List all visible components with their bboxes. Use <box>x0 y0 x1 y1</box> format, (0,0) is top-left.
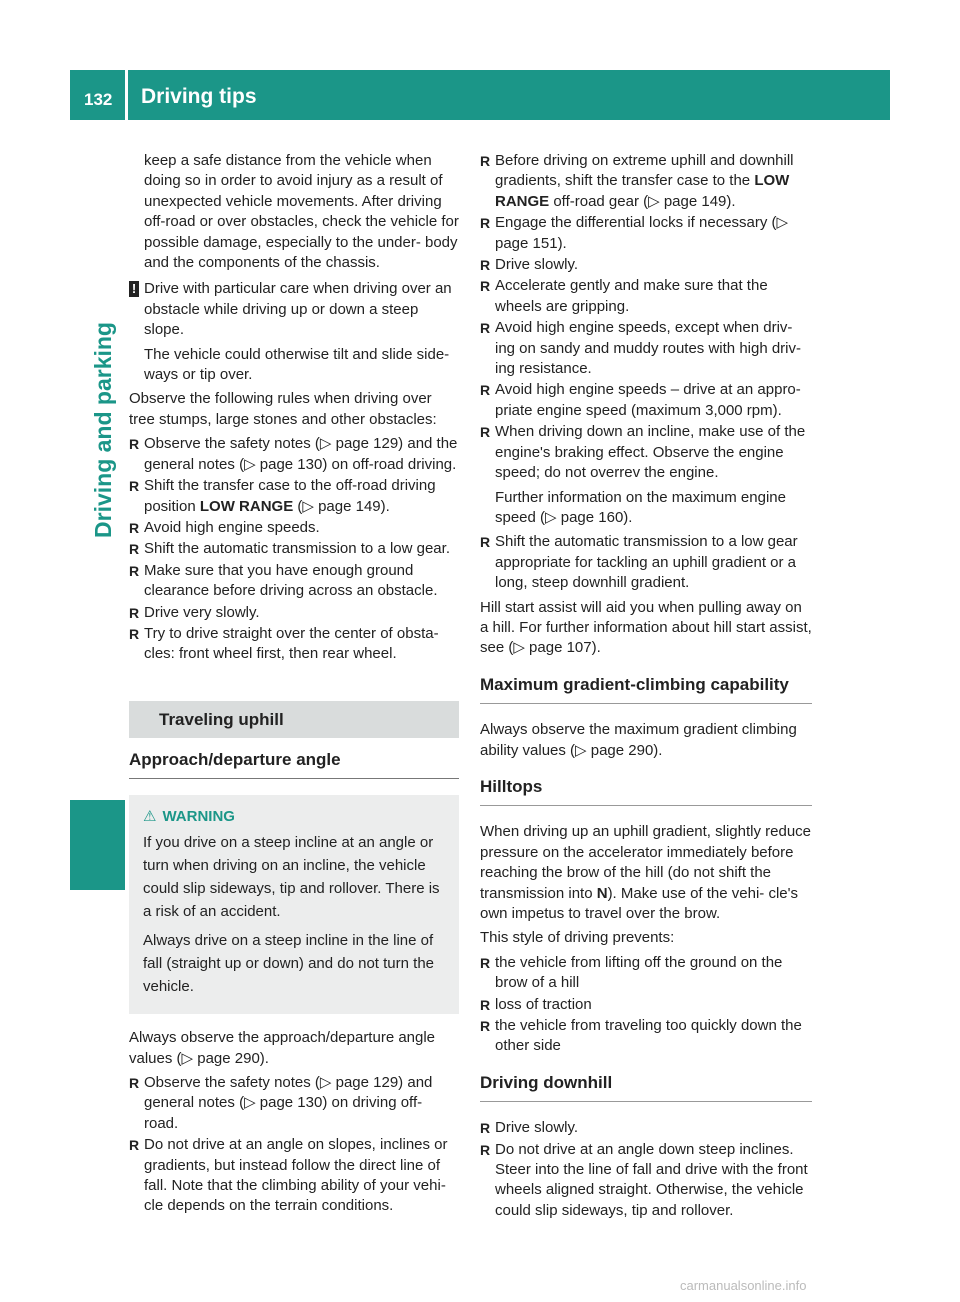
list-item: R When driving down an incline, make use of the engine's braking effect. Observe the engine speed; do not overrev the engine. <box>480 422 812 483</box>
subheading-max-gradient: Maximum gradient-climbing capability <box>480 663 812 704</box>
list-item: R Drive slowly. <box>480 1118 812 1138</box>
angle-intro: Always observe the approach/departure angle values (▷ page 290). <box>129 1029 436 1067</box>
warning-title-text: WARNING <box>162 808 235 826</box>
header-divider <box>125 70 128 120</box>
hilltops-paragraph <box>480 822 812 924</box>
intro-paragraph: keep a safe distance from the vehicle when doing so in order to avoid injury as a result of unexpected vehicle movements. After driving off-road or over obstacles, check the vehicle for possible damage, especially to the under- body and the components of the chassis. <box>144 152 459 272</box>
list-item-text: Shift the transfer case to the off-road driving position <box>144 477 436 515</box>
warning-triangle-icon: ⚠ <box>143 808 157 826</box>
list-item-bold: LOW RANGE <box>495 172 790 210</box>
list-item: R Observe the safety notes (▷ page 129) and general notes (▷ page 130) on driving off- road. <box>129 1073 459 1134</box>
right-column <box>480 151 812 1225</box>
further-info: Further information on the maximum engine speed (▷ page 160). <box>495 488 786 526</box>
obstacle-rules-list <box>129 434 459 664</box>
side-tab-marker <box>70 800 125 890</box>
page-title: Driving tips <box>141 85 257 108</box>
list-item: R loss of traction <box>480 995 812 1015</box>
list-item: R Shift the automatic transmission to a low gear. <box>129 539 459 559</box>
subheading-approach-angle: Approach/departure angle <box>129 738 459 779</box>
list-item-bold: LOW RANGE <box>199 497 294 515</box>
list-item-tail: (▷ page 149). <box>293 497 390 515</box>
list-item: R Make sure that you have enough ground clearance before driving across an obstacle. <box>129 561 459 602</box>
list-item: R Avoid high engine speeds, except when driv- ing on sandy and muddy routes with high driv- ing resistance. <box>480 318 812 379</box>
uphill-rules-list-2 <box>480 532 812 593</box>
warning-box <box>129 795 459 1014</box>
caution-note-text: Drive with particular care when driving over an obstacle while driving up or down a steep slope. <box>144 280 452 339</box>
list-item: R the vehicle from lifting off the ground on the brow of a hill <box>480 953 812 994</box>
hill-start-paragraph: Hill start assist will aid you when pulling away on a hill. For further information about hill start assist, see (▷ page 107). <box>480 598 812 657</box>
left-column <box>129 151 459 1221</box>
page-number: 132 <box>84 90 113 109</box>
angle-rules-list <box>129 1073 459 1217</box>
subheading-hilltops: Hilltops <box>480 765 812 806</box>
prevents-intro: This style of driving prevents: <box>480 929 675 947</box>
list-item-tail: off-road gear (▷ page 149). <box>549 192 736 210</box>
list-item-text: Before driving on extreme uphill and downhill gradients, shift the transfer case to the <box>495 152 794 190</box>
prevents-list <box>480 953 812 1057</box>
list-item: R Engage the differential locks if necessary (▷ page 151). <box>480 213 812 254</box>
downhill-list <box>480 1118 812 1221</box>
caution-note <box>129 279 459 385</box>
rules-intro: Observe the following rules when driving over tree stumps, large stones and other obstacles: <box>129 390 437 428</box>
exclamation-icon: ! <box>129 281 139 297</box>
side-tab <box>70 120 125 890</box>
subheading-downhill: Driving downhill <box>480 1061 812 1102</box>
watermark: carmanualsonline.info <box>680 1278 807 1293</box>
side-tab-label: Driving and parking <box>89 322 116 538</box>
caution-note-text-2: The vehicle could otherwise tilt and slide side- ways or tip over. <box>144 345 450 384</box>
list-item: R Accelerate gently and make sure that the wheels are gripping. <box>480 276 812 317</box>
hilltops-text: When driving up an uphill gradient, slightly reduce pressure on the accelerator immediately before reaching the brow of the hill (do not shift the transmission into <box>480 823 812 902</box>
list-item: R Observe the safety notes (▷ page 129) and the general notes (▷ page 130) on off-road driving. <box>129 434 459 475</box>
list-item: R Avoid high engine speeds. <box>129 518 459 538</box>
list-item: R Do not drive at an angle on slopes, inclines or gradients, but instead follow the direct line of fall. Note that the climbing ability of your vehi- cle depends on the terrain conditions. <box>129 1135 459 1217</box>
list-item: R Try to drive straight over the center of obsta- cles: front wheel first, then rear wheel. <box>129 624 459 665</box>
list-item: R Drive slowly. <box>480 255 812 275</box>
hilltops-bold: N <box>596 884 608 902</box>
max-gradient-text: Always observe the maximum gradient climbing ability values (▷ page 290). <box>480 721 797 759</box>
list-item <box>129 476 459 517</box>
list-item: R the vehicle from traveling too quickly down the other side <box>480 1016 812 1057</box>
warning-text-2: Always drive on a steep incline in the line of fall (straight up or down) and do not turn the vehicle. <box>143 932 435 996</box>
list-item: R Shift the automatic transmission to a low gear appropriate for tackling an uphill gradient or a long, steep downhill gradient. <box>480 532 812 593</box>
warning-text-1: If you drive on a steep incline at an angle or turn when driving on an incline, the vehicle could slip sideways, tip and rollover. There is a risk of an accident. <box>143 834 440 921</box>
list-item: R Avoid high engine speeds – drive at an appro- priate engine speed (maximum 3,000 rpm). <box>480 380 812 421</box>
list-item <box>480 151 812 212</box>
section-title: Traveling uphill <box>129 701 459 738</box>
warning-title <box>143 805 451 828</box>
list-item: R Do not drive at an angle down steep inclines. Steer into the line of fall and drive with the front wheels aligned straight. Otherwise, the vehicle could slip sideways, tip and rollover. <box>480 1140 812 1222</box>
hilltops-tail: ). Make use of the vehi- cle's own impetus to travel over the brow. <box>480 884 799 922</box>
uphill-rules-list <box>480 151 812 484</box>
list-item: R Drive very slowly. <box>129 603 459 623</box>
